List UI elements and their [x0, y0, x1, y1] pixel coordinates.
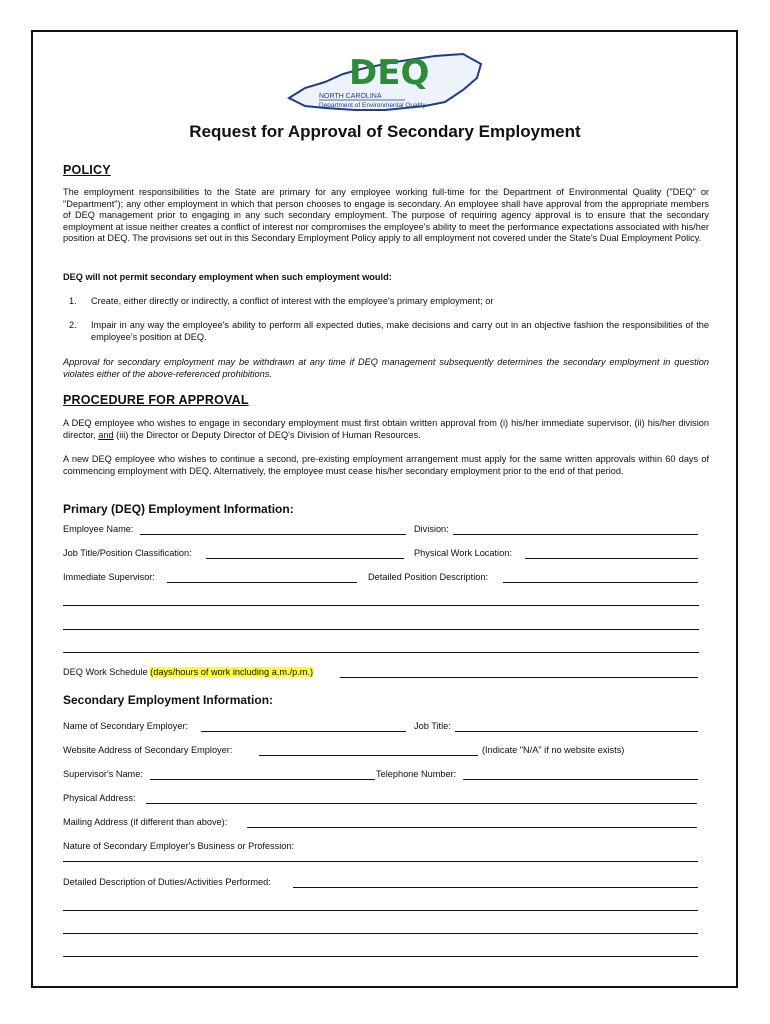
list-item: [63, 320, 709, 344]
procedure-text-b: (iii) the Director or Deputy Director of DEQ's Division of Human Resources.: [113, 429, 421, 440]
primary-heading: Primary (DEQ) Employment Information:: [63, 502, 294, 516]
website-label: Website Address of Secondary Employer:: [63, 745, 233, 755]
detailed-position-description-field[interactable]: [503, 582, 698, 583]
website-note: (Indicate "N/A" if no website exists): [482, 745, 625, 755]
not-permit-text: DEQ will not permit secondary employment when such employment would:: [63, 272, 392, 282]
immediate-supervisor-field[interactable]: [167, 582, 357, 583]
procedure-paragraph-2: A new DEQ employee who wishes to continue a second, pre-existing employment arrangement must apply for the same written approvals within 60 days of commencing employment with DEQ. Alternatively, the employee must cease his/her secondary employment prior to the end of that period.: [63, 454, 709, 476]
job-title-field[interactable]: [206, 558, 404, 559]
procedure-text-a: A DEQ employee who wishes to engage in secondary employment must first obtain written approval from (i) his/her immediate supervisor, (ii) his/her division director,: [63, 418, 709, 440]
mailing-address-label: Mailing Address (if different than above):: [63, 817, 228, 827]
position-description-line[interactable]: [63, 652, 699, 653]
division-label: Division:: [414, 524, 449, 534]
list-item-number: 1.: [69, 296, 77, 306]
page-title: Request for Approval of Secondary Employment: [189, 122, 581, 141]
secondary-employer-name-field[interactable]: [201, 731, 406, 732]
secondary-job-title-field[interactable]: [455, 731, 698, 732]
procedure-and: and: [98, 429, 114, 440]
physical-address-label: Physical Address:: [63, 793, 136, 803]
work-schedule-text: DEQ Work Schedule: [63, 667, 148, 677]
telephone-field[interactable]: [463, 779, 698, 780]
duties-line[interactable]: [63, 910, 698, 911]
position-description-line[interactable]: [63, 629, 699, 630]
list-item-text: Impair in any way the employee's ability to perform all expected duties, make decisions and carry out in an objective fashion the responsibilities of the employee's position at DEQ.: [91, 320, 709, 342]
secondary-employer-name-label: Name of Secondary Employer:: [63, 721, 189, 731]
duties-line[interactable]: [63, 956, 698, 957]
list-item-text: Create, either directly or indirectly, a conflict of interest with the employee's primary employment; or: [91, 296, 494, 306]
job-title-label: Job Title/Position Classification:: [63, 548, 192, 558]
website-field[interactable]: [259, 755, 478, 756]
position-description-line[interactable]: [63, 605, 699, 606]
procedure-paragraph-1: [63, 418, 709, 441]
detailed-position-description-label: Detailed Position Description:: [368, 572, 489, 582]
duties-label: Detailed Description of Duties/Activities Performed:: [63, 877, 271, 887]
mailing-address-field[interactable]: [247, 827, 697, 828]
secondary-job-title-label: Job Title:: [414, 721, 451, 731]
division-field[interactable]: [453, 534, 698, 535]
physical-work-location-label: Physical Work Location:: [414, 548, 512, 558]
logo-dept-text: Department of Environmental Quality: [319, 102, 426, 109]
duties-line[interactable]: [63, 933, 698, 934]
physical-address-field[interactable]: [146, 803, 697, 804]
work-schedule-label: [63, 666, 313, 678]
withdrawn-text: Approval for secondary employment may be withdrawn at any time if DEQ management subsequently determines the secondary employment in question violates either of the above-referenced prohibitions.: [63, 357, 709, 379]
list-item-number: 2.: [69, 320, 77, 330]
telephone-label: Telephone Number:: [376, 769, 457, 779]
nature-of-business-label: Nature of Secondary Employer's Business or Profession:: [63, 841, 295, 851]
policy-paragraph: The employment responsibilities to the State are primary for any employee working full-time for the Department of Environmental Quality ("DEQ" or "Department"); any other employment in which that person chooses to engage is secondary. An employee shall have approval from the appropriate members of DEQ management prior to engaging in any such secondary employment. The purpose of requiring agency approval is to ensure that the secondary employment at issue neither creates a conflict of interest nor compromises the employee's ability to meet the performance expectations associated with his/her position at DEQ. The provisions set out in this Secondary Employment Policy apply to all employment not covered under the State's Dual Employment Policy.: [63, 187, 709, 244]
supervisor-name-label: Supervisor's Name:: [63, 769, 143, 779]
policy-heading: POLICY: [63, 163, 111, 177]
list-item: [63, 296, 709, 308]
logo-deq-text: DEQ: [349, 53, 430, 93]
duties-field[interactable]: [293, 887, 698, 888]
work-schedule-hint: (days/hours of work including a.m./p.m.): [150, 667, 314, 677]
secondary-heading: Secondary Employment Information:: [63, 693, 274, 707]
immediate-supervisor-label: Immediate Supervisor:: [63, 572, 155, 582]
employee-name-field[interactable]: [140, 534, 406, 535]
logo-state-text: NORTH CAROLINA: [319, 93, 382, 100]
procedure-heading: PROCEDURE FOR APPROVAL: [63, 393, 249, 407]
nature-of-business-field[interactable]: [63, 861, 698, 862]
work-schedule-field[interactable]: [340, 677, 698, 678]
deq-logo: [285, 44, 485, 114]
physical-work-location-field[interactable]: [525, 558, 698, 559]
supervisor-name-field[interactable]: [150, 779, 375, 780]
employee-name-label: Employee Name:: [63, 524, 134, 534]
